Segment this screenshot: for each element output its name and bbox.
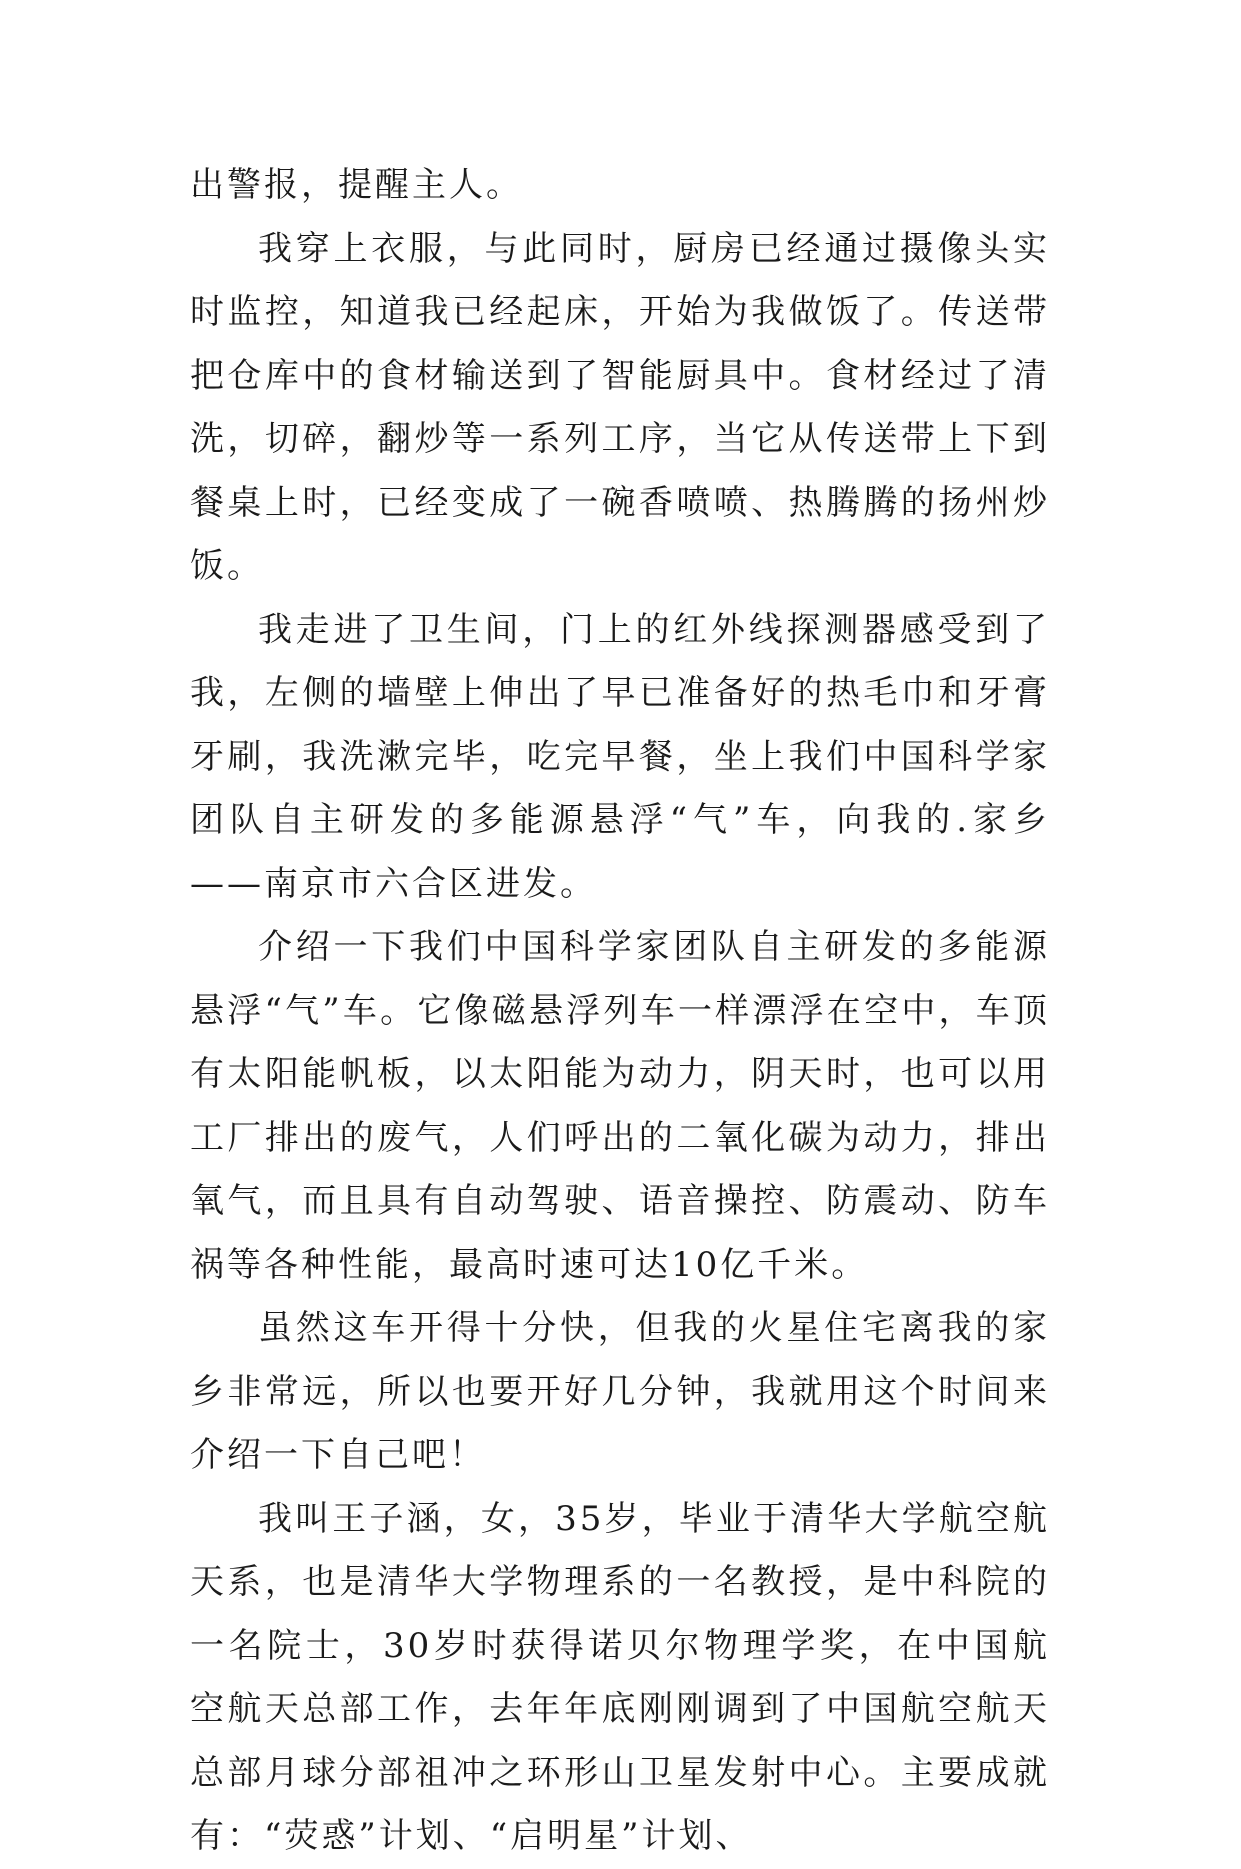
paragraph-4: 介绍一下我们中国科学家团队自主研发的多能源悬浮“气”车。它像磁悬浮列车一样漂浮在空中，车顶有太阳能帆板，以太阳能为动力，阴天时，也可以用工厂排出的废气，人们呼出的二氧化碳为动力，排出氧气，而且具有自动驾驶、语音操控、防震动、防车祸等各种性能，最高时速可达10亿千米。 [190,927,1050,1285]
paragraph-6: 我叫王子涵，女，35岁，毕业于清华大学航空航天系，也是清华大学物理系的一名教授，是中科院的一名院士，30岁时获得诺贝尔物理学奖，在中国航空航天总部工作，去年年底刚刚调到了中国航空航天总部月球分部祖冲之环形山卫星发射中心。主要成就有：“荧惑”计划、“启明星”计划、 [190,1498,1050,1856]
paragraph-5: 虽然这车开得十分快，但我的火星住宅离我的家乡非常远，所以也要开好几分钟，我就用这个时间来介绍一下自己吧！ [190,1308,1050,1475]
document-body [190,154,1050,1869]
paragraph-3: 我走进了卫生间，门上的红外线探测器感受到了我，左侧的墙壁上伸出了早已准备好的热毛巾和牙膏牙刷，我洗漱完毕，吃完早餐，坐上我们中国科学家团队自主研发的多能源悬浮“气”车，向我的.家乡——南京市六合区进发。 [190,609,1050,904]
paragraph-2: 我穿上衣服，与此同时，厨房已经通过摄像头实时监控，知道我已经起床，开始为我做饭了。传送带把仓库中的食材输送到了智能厨具中。食材经过了清洗，切碎，翻炒等一系列工序，当它从传送带上下到餐桌上时，已经变成了一碗香喷喷、热腾腾的扬州炒饭。 [190,228,1050,586]
paragraph-1: 出警报，提醒主人。 [190,165,523,205]
